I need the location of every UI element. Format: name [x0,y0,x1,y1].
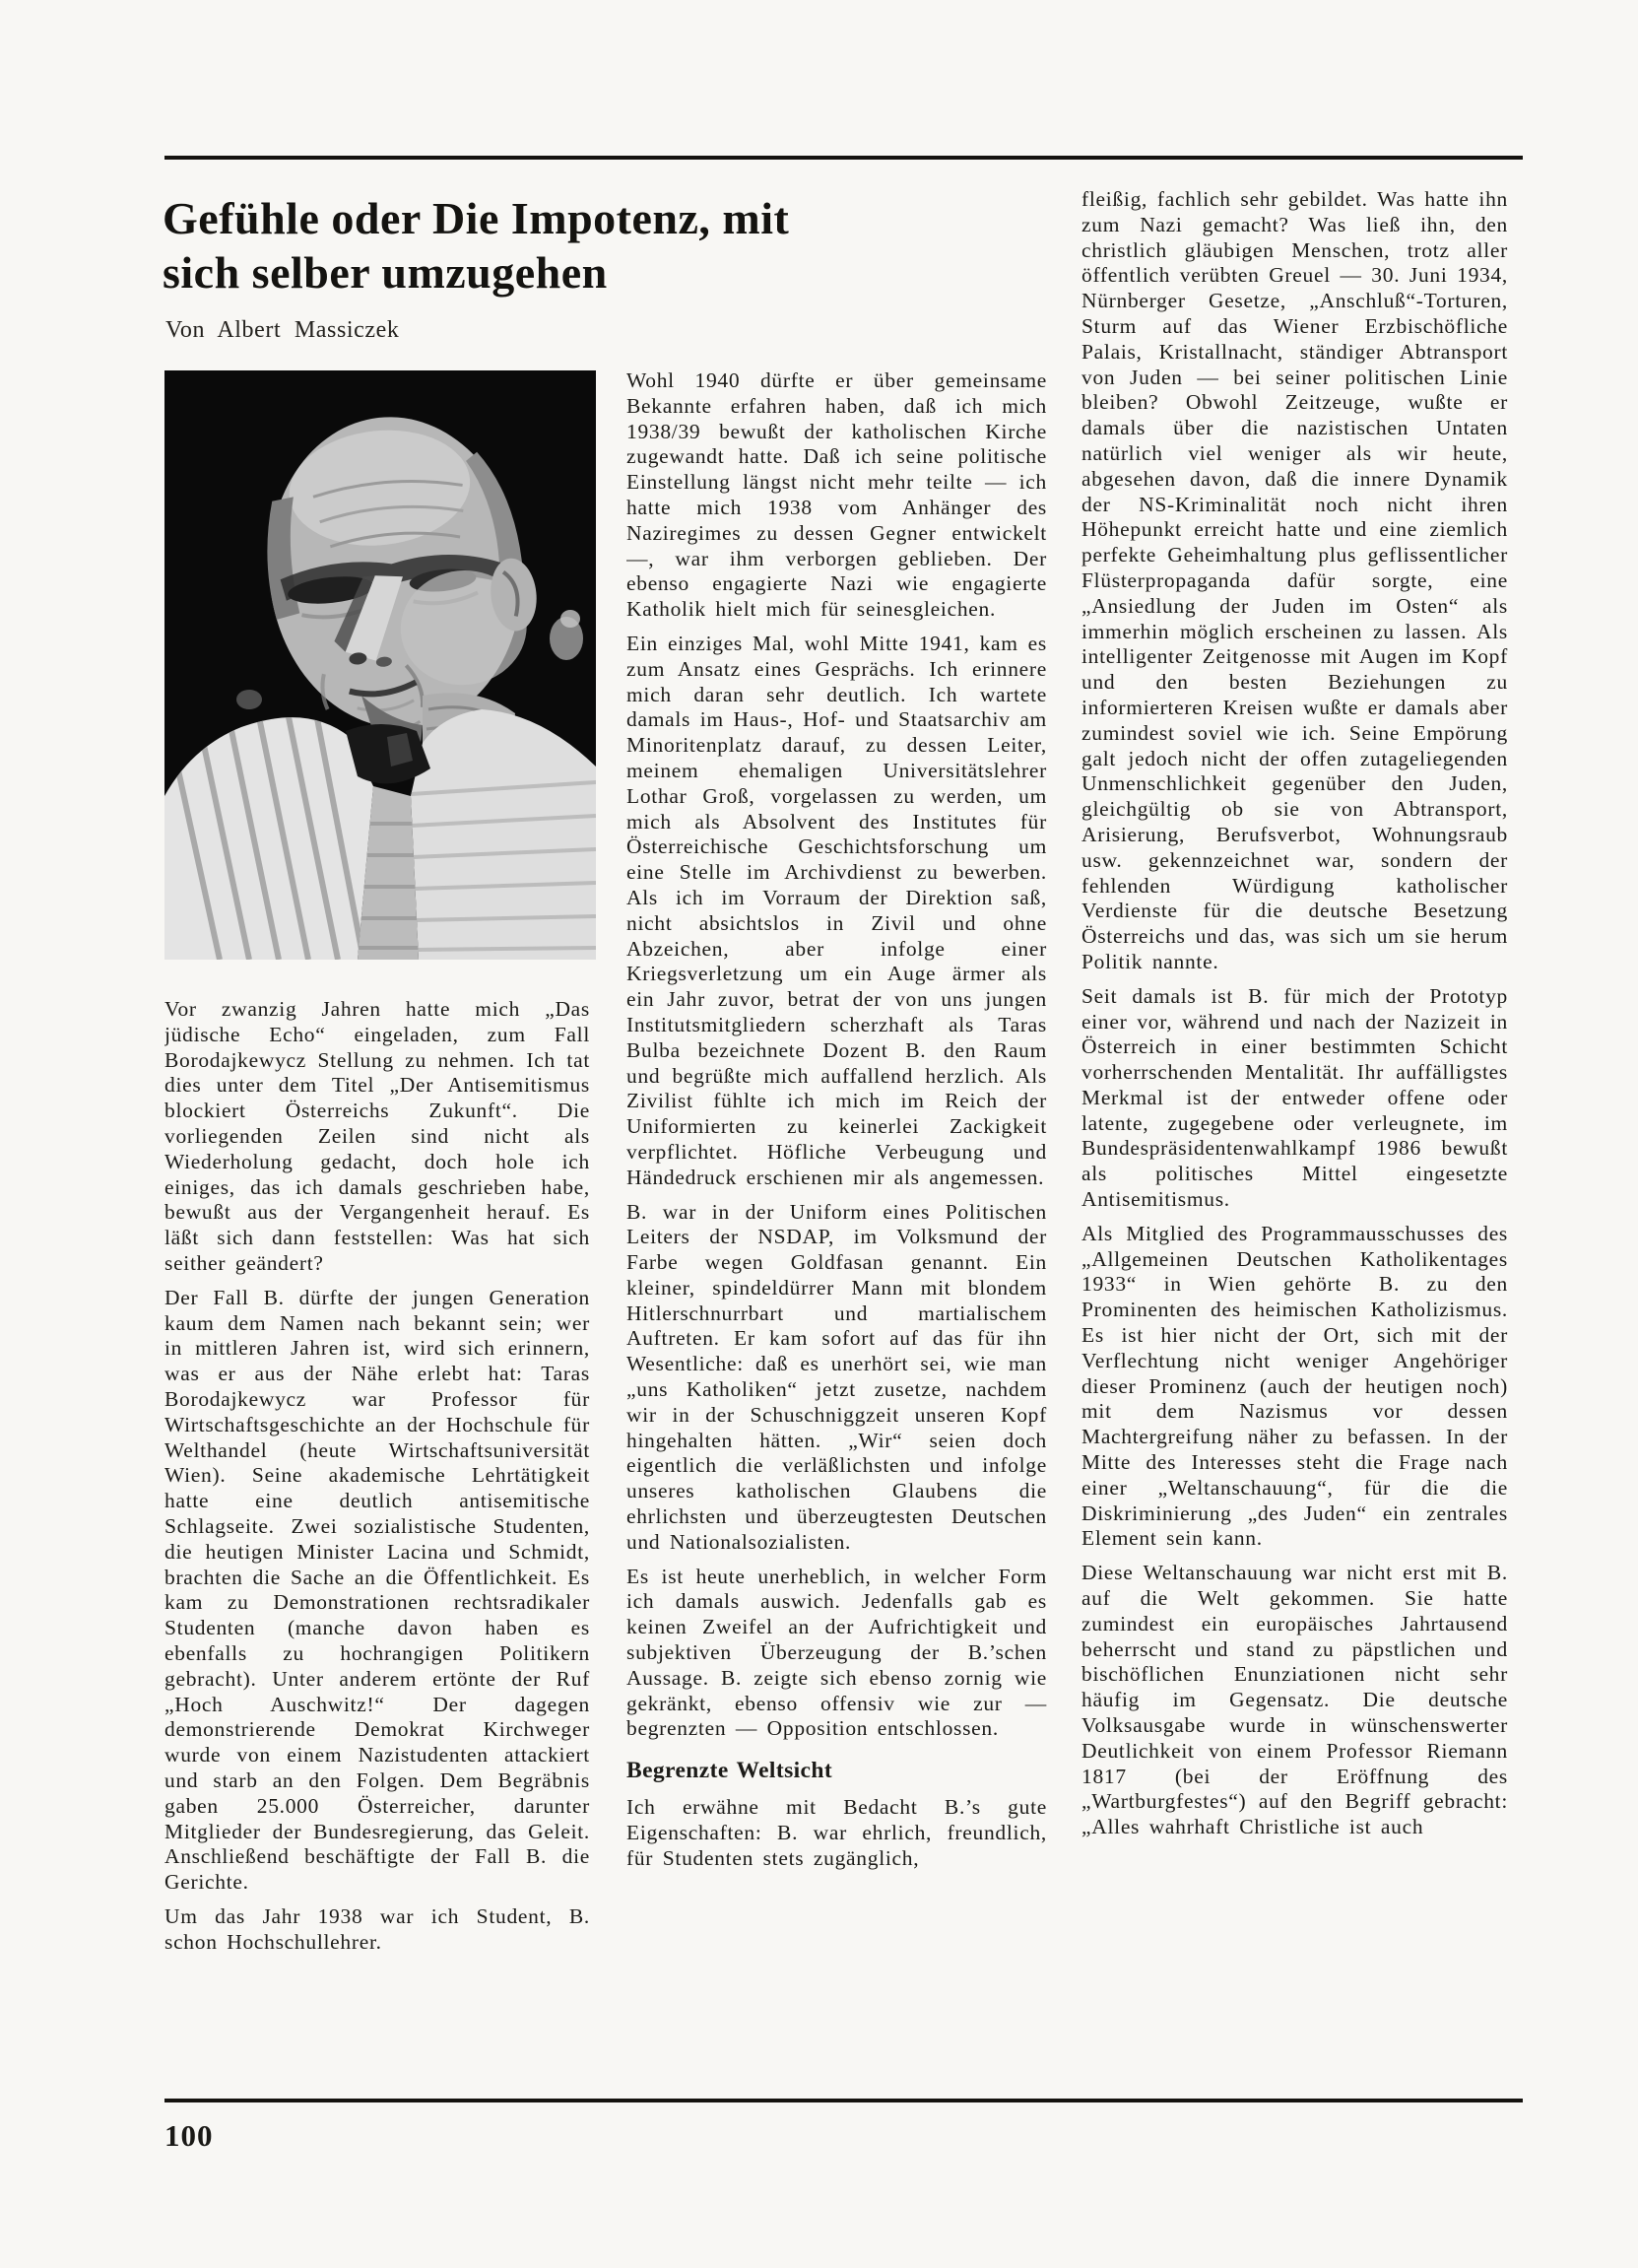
paragraph: Ich erwähne mit Bedacht B.’s gute Eigenschaften: B. war ehrlich, freundlich, für Studenten stets zugänglich, [626,1795,1047,1870]
page-title-line-2: sich selber umzugehen [163,247,608,298]
paragraph: Als Mitglied des Programmausschusses des „Allgemeinen Deutschen Katholikentages 1933“ in Wien gehörte B. zu den Prominenten des heimischen Katholizismus. Es ist hier nicht der Ort, sich mit der Verflechtung nicht weniger Angehöriger dieser Prominenz (auch der heutigen noch) mit dem Nazismus vor dessen Machtergreifung näher zu befassen. In der Mitte des Interesses steht die Frage nach einer „Weltanschauung“, für die die Diskriminierung „des Juden“ ein zentrales Element sein kann. [1081,1221,1508,1551]
section-heading: Begrenzte Weltsicht [626,1758,833,1784]
paragraph: Es ist heute unerheblich, in welcher Form ich damals auswich. Jedenfalls gab es keinen Zweifel an der Aufrichtigkeit und subjektiven Überzeugung der B.’schen Aussage. B. zeigte sich ebenso zornig wie gekränkt, ebenso offensiv wie zur — begrenzten — Opposition entschlossen. [626,1564,1047,1741]
paragraph: Wohl 1940 dürfte er über gemeinsame Bekannte erfahren haben, daß ich mich 1938/39 bewußt der katholischen Kirche zugewandt hatte. Daß ich seine politische Einstellung längst nicht mehr teilte — ich hatte mich 1938 vom Anhänger des Naziregimes zu dessen Gegner entwickelt —, war ihm verborgen geblieben. Der ebenso engagierte Nazi wie engagierte Katholik hielt mich für seinesgleichen. [626,368,1047,622]
paragraph: Um das Jahr 1938 war ich Student, B. schon Hochschullehrer. [164,1903,590,1954]
paragraph: Der Fall B. dürfte der jungen Generation kaum dem Namen nach bekannt sein; wer in mittleren Jahren ist, wird sich erinnern, was er aus der Nähe erlebt hat: Taras Borodajkewycz war Professor für Wirtschaftsgeschichte an der Hochschule für Welthandel (heute Wirtschaftsuniversität Wien). Seine akademische Lehrtätigkeit hatte eine deutlich antisemitische Schlagseite. Zwei sozialistische Studenten, die heutigen Minister Lacina und Schmidt, brachten die Sache an die Öffentlichkeit. Es kam zu Demonstrationen rechtsradikaler Studenten (manche davon haben es ebenfalls zu hochrangigen Politikern gebracht). Unter anderem ertönte der Ruf „Hoch Auschwitz!“ Der dagegen demonstrierende Demokrat Kirchweger wurde von einem Nazistudenten attackiert und starb an den Folgen. Dem Begräbnis gaben 25.000 Österreicher, darunter Mitglieder der Bundesregierung, das Geleit. Anschließend beschäftigte der Fall B. die Gerichte. [164,1285,590,1895]
paragraph: Vor zwanzig Jahren hatte mich „Das jüdische Echo“ eingeladen, zum Fall Borodajkewycz Stellung zu nehmen. Ich tat dies unter dem Titel „Der Antisemitismus blockiert Österreichs Zukunft“. Die vorliegenden Zeilen sind nicht als Wiederholung gedacht, doch hole ich einiges, das ich damals geschrieben habe, bewußt aus der Vergangenheit herauf. Es läßt sich dann feststellen: Was hat sich seither geändert? [164,997,590,1275]
article-column-2 [626,368,1047,2091]
paragraph: fleißig, fachlich sehr gebildet. Was hatte ihn zum Nazi gemacht? Was ließ ihn, den christlich gläubigen Menschen, trotz aller öffentlich verübten Greuel — 30. Juni 1934, Nürnberger Gesetze, „Anschluß“-Torturen, Sturm auf das Wiener Erzbischöfliche Palais, Kristallnacht, ständiger Abtransport von Juden — bei seiner politischen Linie bleiben? Obwohl Zeitzeuge, wußte er damals über die nazistischen Untaten natürlich viel weniger als wir heute, abgesehen davon, daß die innere Dynamik der NS-Kriminalität noch nicht ihren Höhepunkt erreicht hatte und eine ziemlich perfekte Geheimhaltung plus geflissentlicher Flüsterpropaganda dafür sorgte, eine „Ansiedlung der Juden im Osten“ als immerhin möglich erscheinen zu lassen. Als intelligenter Zeitgenosse mit Augen im Kopf und den besten Beziehungen zu informierteren Kreisen wußte er damals aber zumindest soviel wie ich. Seine Empörung galt jedoch nicht der offen zutageliegenden Unmenschlichkeit gegenüber den Juden, gleichgültig ob sie von Abtransport, Arisierung, Berufsverbot, Wohnungsraub usw. gekennzeichnet war, sondern der fehlenden Würdigung katholischer Verdienste für die deutsche Besetzung Österreichs und das, was sich um sie herum Politik nannte. [1081,187,1508,973]
page-title-line-1: Gefühle oder Die Impotenz, mit [163,193,790,243]
paragraph: Seit damals ist B. für mich der Prototyp einer vor, während und nach der Nazizeit in Österreich in einer bestimmten Schicht vorherrschenden Mentalität. Ihr auffälligstes Merkmal ist der entweder offene oder latente, zugegebene oder verleugnete, im Bundespräsidentenwahlkampf 1986 bewußt als politisches Mittel eingesetzte Antisemitismus. [1081,983,1508,1212]
article-column-3 [1081,187,1508,2091]
page-number: 100 [164,2118,214,2153]
article-column-1 [164,997,590,2081]
bottom-rule [164,2099,1523,2102]
paragraph: Ein einziges Mal, wohl Mitte 1941, kam es zum Ansatz eines Gesprächs. Ich erinnere mich daran sehr deutlich. Ich wartete damals im Haus-, Hof- und Staatsarchiv am Minoritenplatz darauf, zu dessen Leiter, meinem ehemaligen Universitätslehrer Lothar Groß, vorgelassen zu werden, um mich als Absolvent des Institutes für Österreichische Geschichtsforschung um eine Stelle im Archivdienst zu bewerben. Als ich im Vorraum der Direktion saß, nicht absichtslos in Zivil und ohne Abzeichen, aber infolge einer Kriegsverletzung um ein Auge ärmer als ein Jahr zuvor, betrat der von uns jungen Institutsmitgliedern scherzhaft als Taras Bulba bezeichnete Dozent B. den Raum und begrüßte mich auffallend herzlich. Als Zivilist fühlte ich mich im Reich der Uniformierten zu keinerlei Zackigkeit verpflichtet. Höfliche Verbeugung und Händedruck erschienen mir als angemessen. [626,631,1047,1189]
paragraph: B. war in der Uniform eines Politischen Leiters der NSDAP, im Volksmund der Farbe wegen Goldfasan genannt. Ein kleiner, spindeldürrer Mann mit blondem Hitlerschnurrbart und martialischem Auftreten. Er kam sofort auf das für ihn Wesentliche: daß es unerhört sei, wie man „uns Katholiken“ jetzt zusetze, nachdem wir in der Schuschniggzeit unseren Kopf hingehalten hätten. „Wir“ seien doch eigentlich die verläßlichsten und infolge unseres katholischen Glaubens die ehrlichsten und überzeugtesten Deutschen und Nationalsozialisten. [626,1199,1047,1554]
page-title [163,191,1049,300]
portrait-photo-image [164,370,596,960]
top-rule [164,156,1523,160]
portrait-photo [164,370,596,960]
byline: Von Albert Massiczek [165,317,400,343]
paragraph: Diese Weltanschauung war nicht erst mit B. auf die Welt gekommen. Sie hatte zumindest ein europäisches Jahrtausend beherrscht und stand zu päpstlichen und bischöflichen Enunziationen nicht sehr häufig im Gegensatz. Die deutsche Volksausgabe wurde in wünschenswerter Deutlichkeit von einem Professor Riemann 1817 (bei der Eröffnung des „Wartburgfestes“) auf den Begriff gebracht: „Alles wahrhaft Christliche ist auch [1081,1561,1508,1839]
